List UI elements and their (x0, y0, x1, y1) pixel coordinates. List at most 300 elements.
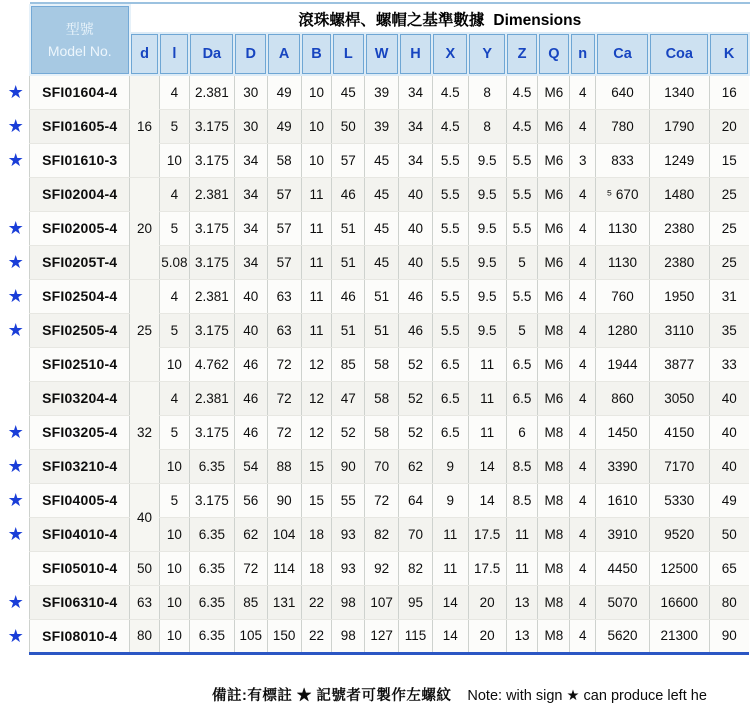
cell-Q: M8 (538, 415, 570, 449)
cell-l: 10 (159, 143, 189, 177)
cell-H: 40 (399, 177, 433, 211)
star-placeholder (2, 347, 30, 381)
cell-H: 34 (399, 109, 433, 143)
cell-n: 4 (570, 483, 596, 517)
cell-W: 51 (365, 279, 399, 313)
cell-L: 85 (332, 347, 365, 381)
cell-A: 72 (267, 381, 301, 415)
cell-Ca: 780 (596, 109, 650, 143)
cell-W: 45 (365, 143, 399, 177)
cell-X: 5.5 (432, 279, 468, 313)
cell-B: 11 (301, 177, 332, 211)
column-header-d: d (130, 33, 160, 75)
cell-Da: 3.175 (189, 415, 234, 449)
left-thread-star-icon: ★ (2, 483, 30, 517)
cell-H: 46 (399, 279, 433, 313)
cell-n: 4 (570, 109, 596, 143)
model-no: SFI03205-4 (30, 415, 130, 449)
cell-X: 4.5 (432, 75, 468, 109)
column-header-A: A (267, 33, 301, 75)
cell-D: 56 (234, 483, 267, 517)
cell-L: 55 (332, 483, 365, 517)
left-thread-star-icon: ★ (2, 313, 30, 347)
cell-Y: 14 (468, 483, 506, 517)
cell-Coa: 3110 (649, 313, 709, 347)
column-header-Y: Y (468, 33, 506, 75)
column-header-Da: Da (189, 33, 234, 75)
cell-Q: M8 (538, 449, 570, 483)
cell-Ca: 1450 (596, 415, 650, 449)
cell-l: 5 (159, 313, 189, 347)
cell-B: 10 (301, 143, 332, 177)
cell-H: 70 (399, 517, 433, 551)
cell-Y: 9.5 (468, 245, 506, 279)
cell-Coa: 1950 (649, 279, 709, 313)
cell-Da: 6.35 (189, 517, 234, 551)
cell-A: 57 (267, 245, 301, 279)
left-thread-star-icon: ★ (2, 109, 30, 143)
table-row (2, 313, 749, 347)
column-header-X: X (432, 33, 468, 75)
model-no: SFI01604-4 (30, 75, 130, 109)
cell-D: 105 (234, 619, 267, 653)
table-body (2, 75, 749, 653)
column-header-D: D (234, 33, 267, 75)
table-row (2, 245, 749, 279)
cell-Coa: 2380 (649, 211, 709, 245)
cell-Coa: 5330 (649, 483, 709, 517)
table-row (2, 211, 749, 245)
cell-A: 104 (267, 517, 301, 551)
cell-Z: 11 (506, 551, 538, 585)
table-title-zh: 滾珠螺桿、螺帽之基準數據 (298, 11, 485, 29)
cell-Ca: 640 (596, 75, 650, 109)
cell-Da: 3.175 (189, 143, 234, 177)
cell-Z: 6 (506, 415, 538, 449)
cell-l: 5 (159, 211, 189, 245)
cell-l: 4 (159, 279, 189, 313)
title-row (2, 5, 749, 33)
left-thread-star-icon: ★ (2, 585, 30, 619)
cell-l: 5 (159, 415, 189, 449)
cell-B: 22 (301, 619, 332, 653)
table-row (2, 109, 749, 143)
cell-Da: 3.175 (189, 211, 234, 245)
cell-Da: 6.35 (189, 449, 234, 483)
cell-W: 45 (365, 177, 399, 211)
cell-W: 82 (365, 517, 399, 551)
model-no: SFI02004-4 (30, 177, 130, 211)
cell-A: 57 (267, 177, 301, 211)
cell-Ca: 833 (596, 143, 650, 177)
cell-n: 4 (570, 585, 596, 619)
model-no: SFI08010-4 (30, 619, 130, 653)
cell-K: 40 (709, 449, 749, 483)
model-no: SFI02505-4 (30, 313, 130, 347)
cell-A: 49 (267, 75, 301, 109)
cell-X: 6.5 (432, 415, 468, 449)
cell-H: 62 (399, 449, 433, 483)
column-header-K: K (709, 33, 749, 75)
cell-W: 39 (365, 75, 399, 109)
cell-Da: 6.35 (189, 585, 234, 619)
cell-Coa: 9520 (649, 517, 709, 551)
cell-l: 10 (159, 347, 189, 381)
cell-Q: M6 (538, 245, 570, 279)
table-row (2, 449, 749, 483)
cell-L: 52 (332, 415, 365, 449)
cell-n: 4 (570, 415, 596, 449)
column-header-Z: Z (506, 33, 538, 75)
model-no: SFI01610-3 (30, 143, 130, 177)
cell-X: 14 (432, 619, 468, 653)
column-header-Q: Q (538, 33, 570, 75)
left-thread-star-icon: ★ (2, 143, 30, 177)
footer-note-zh: 備註:有標註 ★ 記號者可製作左螺紋 (212, 688, 452, 704)
cell-Y: 9.5 (468, 211, 506, 245)
cell-A: 114 (267, 551, 301, 585)
cell-K: 16 (709, 75, 749, 109)
cell-W: 72 (365, 483, 399, 517)
cell-X: 11 (432, 551, 468, 585)
cell-L: 93 (332, 517, 365, 551)
model-no-header-en: Model No. (47, 43, 112, 59)
cell-D: 46 (234, 347, 267, 381)
model-no: SFI04005-4 (30, 483, 130, 517)
cell-X: 5.5 (432, 143, 468, 177)
cell-Q: M6 (538, 381, 570, 415)
cell-Q: M8 (538, 619, 570, 653)
cell-Q: M6 (538, 75, 570, 109)
cell-Z: 5.5 (506, 279, 538, 313)
cell-K: 40 (709, 415, 749, 449)
cell-n: 4 (570, 347, 596, 381)
cell-Z: 13 (506, 619, 538, 653)
cell-l: 10 (159, 551, 189, 585)
cell-L: 98 (332, 585, 365, 619)
cell-W: 45 (365, 211, 399, 245)
cell-Da: 2.381 (189, 75, 234, 109)
cell-Y: 14 (468, 449, 506, 483)
cell-H: 34 (399, 75, 433, 109)
column-header-L: L (332, 33, 365, 75)
cell-L: 50 (332, 109, 365, 143)
cell-K: 90 (709, 619, 749, 653)
table-row (2, 177, 749, 211)
cell-l: 4 (159, 177, 189, 211)
column-header-n: n (570, 33, 596, 75)
cell-B: 11 (301, 245, 332, 279)
cell-d: 16 (130, 75, 160, 177)
cell-n: 4 (570, 211, 596, 245)
cell-Coa: 1249 (649, 143, 709, 177)
cell-l: 4 (159, 381, 189, 415)
cell-Ca: 3910 (596, 517, 650, 551)
column-header-W: W (365, 33, 399, 75)
cell-l: 10 (159, 585, 189, 619)
left-thread-star-icon: ★ (2, 517, 30, 551)
cell-L: 51 (332, 245, 365, 279)
cell-L: 45 (332, 75, 365, 109)
table-row (2, 551, 749, 585)
star-placeholder (2, 551, 30, 585)
cell-Z: 8.5 (506, 449, 538, 483)
cell-W: 70 (365, 449, 399, 483)
cell-Ca: 760 (596, 279, 650, 313)
column-header-Ca: Ca (596, 33, 650, 75)
cell-n: 4 (570, 177, 596, 211)
cell-B: 22 (301, 585, 332, 619)
cell-L: 51 (332, 211, 365, 245)
cell-X: 9 (432, 449, 468, 483)
model-no: SFI02005-4 (30, 211, 130, 245)
cell-D: 40 (234, 313, 267, 347)
cell-H: 52 (399, 347, 433, 381)
cell-n: 4 (570, 75, 596, 109)
cell-Da: 2.381 (189, 279, 234, 313)
model-no-header (30, 5, 130, 75)
cell-d: 40 (130, 483, 160, 551)
cell-Q: M6 (538, 347, 570, 381)
cell-B: 15 (301, 449, 332, 483)
cell-D: 85 (234, 585, 267, 619)
cell-Y: 9.5 (468, 177, 506, 211)
cell-D: 30 (234, 75, 267, 109)
cell-X: 14 (432, 585, 468, 619)
cell-Ca: 5070 (596, 585, 650, 619)
table-row (2, 483, 749, 517)
cell-K: 25 (709, 177, 749, 211)
cell-W: 39 (365, 109, 399, 143)
cell-K: 20 (709, 109, 749, 143)
cell-X: 5.5 (432, 177, 468, 211)
cell-Y: 9.5 (468, 313, 506, 347)
cell-H: 40 (399, 211, 433, 245)
cell-X: 6.5 (432, 381, 468, 415)
cell-A: 63 (267, 279, 301, 313)
column-header-Coa: Coa (649, 33, 709, 75)
cell-W: 58 (365, 347, 399, 381)
cell-B: 10 (301, 109, 332, 143)
cell-W: 45 (365, 245, 399, 279)
cell-H: 95 (399, 585, 433, 619)
cell-Q: M8 (538, 483, 570, 517)
cell-Y: 9.5 (468, 143, 506, 177)
table-row (2, 517, 749, 551)
cell-Q: M6 (538, 109, 570, 143)
cell-X: 5.5 (432, 211, 468, 245)
cell-Z: 5.5 (506, 211, 538, 245)
cell-D: 34 (234, 211, 267, 245)
cell-L: 90 (332, 449, 365, 483)
cell-Z: 4.5 (506, 109, 538, 143)
cell-H: 82 (399, 551, 433, 585)
cell-Q: M8 (538, 517, 570, 551)
cell-A: 150 (267, 619, 301, 653)
cell-Y: 17.5 (468, 551, 506, 585)
cell-l: 5.08 (159, 245, 189, 279)
model-no: SFI03204-4 (30, 381, 130, 415)
cell-Y: 11 (468, 415, 506, 449)
model-no-header-zh: 型號 (65, 20, 94, 37)
cell-Coa: 1340 (649, 75, 709, 109)
cell-D: 54 (234, 449, 267, 483)
cell-K: 40 (709, 381, 749, 415)
model-no: SFI04010-4 (30, 517, 130, 551)
model-no: SFI0205T-4 (30, 245, 130, 279)
cell-l: 5 (159, 483, 189, 517)
cell-K: 50 (709, 517, 749, 551)
cell-n: 4 (570, 279, 596, 313)
cell-Da: 3.175 (189, 109, 234, 143)
cell-H: 52 (399, 415, 433, 449)
cell-K: 31 (709, 279, 749, 313)
cell-W: 58 (365, 381, 399, 415)
cell-Ca: 5620 (596, 619, 650, 653)
cell-Y: 11 (468, 347, 506, 381)
cell-A: 131 (267, 585, 301, 619)
cell-Y: 11 (468, 381, 506, 415)
table-title-en: Dimensions (493, 11, 582, 29)
cell-Coa: 1790 (649, 109, 709, 143)
cell-Da: 3.175 (189, 483, 234, 517)
cell-D: 62 (234, 517, 267, 551)
cell-Coa: 7170 (649, 449, 709, 483)
cell-W: 127 (365, 619, 399, 653)
cell-K: 15 (709, 143, 749, 177)
cell-Q: M8 (538, 313, 570, 347)
cell-l: 5 (159, 109, 189, 143)
cell-D: 34 (234, 177, 267, 211)
cell-L: 93 (332, 551, 365, 585)
table-row (2, 143, 749, 177)
cell-d: 50 (130, 551, 160, 585)
cell-Z: 5.5 (506, 143, 538, 177)
cell-B: 10 (301, 75, 332, 109)
model-no: SFI05010-4 (30, 551, 130, 585)
cell-H: 46 (399, 313, 433, 347)
cell-D: 72 (234, 551, 267, 585)
cell-Coa: 1480 (649, 177, 709, 211)
cell-n: 3 (570, 143, 596, 177)
cell-Z: 5.5 (506, 177, 538, 211)
cell-Q: M8 (538, 551, 570, 585)
left-thread-star-icon: ★ (2, 449, 30, 483)
table-row (2, 75, 749, 109)
cell-Ca: 1280 (596, 313, 650, 347)
cell-Ca: 860 (596, 381, 650, 415)
cell-B: 11 (301, 313, 332, 347)
cell-A: 49 (267, 109, 301, 143)
cell-B: 11 (301, 211, 332, 245)
cell-Z: 8.5 (506, 483, 538, 517)
cell-B: 12 (301, 381, 332, 415)
cell-B: 18 (301, 517, 332, 551)
cell-Coa: 16600 (649, 585, 709, 619)
left-thread-star-icon: ★ (2, 75, 30, 109)
cell-X: 6.5 (432, 347, 468, 381)
dimensions-table (2, 4, 750, 655)
table-row (2, 279, 749, 313)
cell-L: 51 (332, 313, 365, 347)
cell-D: 30 (234, 109, 267, 143)
cell-W: 58 (365, 415, 399, 449)
cell-Y: 20 (468, 619, 506, 653)
model-no: SFI06310-4 (30, 585, 130, 619)
cell-Da: 6.35 (189, 619, 234, 653)
cell-n: 4 (570, 517, 596, 551)
cell-B: 12 (301, 347, 332, 381)
cell-Da: 3.175 (189, 245, 234, 279)
cell-l: 10 (159, 449, 189, 483)
cell-X: 9 (432, 483, 468, 517)
table-row (2, 347, 749, 381)
cell-L: 98 (332, 619, 365, 653)
cell-W: 107 (365, 585, 399, 619)
column-header-B: B (301, 33, 332, 75)
cell-Z: 13 (506, 585, 538, 619)
cell-A: 58 (267, 143, 301, 177)
cell-K: 80 (709, 585, 749, 619)
left-thread-star-icon: ★ (2, 415, 30, 449)
cell-Y: 8 (468, 109, 506, 143)
cell-L: 47 (332, 381, 365, 415)
cell-Da: 6.35 (189, 551, 234, 585)
cell-d: 63 (130, 585, 160, 619)
cell-Z: 5 (506, 245, 538, 279)
cell-n: 4 (570, 449, 596, 483)
left-thread-star-icon: ★ (2, 279, 30, 313)
cell-Da: 3.175 (189, 313, 234, 347)
cell-Ca: ⁵ 670 (596, 177, 650, 211)
cell-Q: M8 (538, 585, 570, 619)
cell-H: 40 (399, 245, 433, 279)
cell-H: 115 (399, 619, 433, 653)
cell-B: 15 (301, 483, 332, 517)
cell-K: 25 (709, 211, 749, 245)
cell-Z: 11 (506, 517, 538, 551)
cell-Y: 8 (468, 75, 506, 109)
cell-Coa: 3877 (649, 347, 709, 381)
cell-Q: M6 (538, 211, 570, 245)
cell-A: 72 (267, 415, 301, 449)
cell-Y: 17.5 (468, 517, 506, 551)
cell-Da: 2.381 (189, 381, 234, 415)
cell-Z: 6.5 (506, 381, 538, 415)
model-no: SFI03210-4 (30, 449, 130, 483)
star-placeholder (2, 381, 30, 415)
table-title (130, 5, 749, 33)
cell-Q: M6 (538, 177, 570, 211)
left-thread-star-icon: ★ (2, 619, 30, 653)
cell-B: 12 (301, 415, 332, 449)
model-no: SFI01605-4 (30, 109, 130, 143)
table-row (2, 585, 749, 619)
cell-Q: M6 (538, 143, 570, 177)
cell-K: 35 (709, 313, 749, 347)
cell-D: 34 (234, 245, 267, 279)
cell-B: 11 (301, 279, 332, 313)
cell-Coa: 2380 (649, 245, 709, 279)
cell-Ca: 1944 (596, 347, 650, 381)
cell-D: 34 (234, 143, 267, 177)
cell-X: 4.5 (432, 109, 468, 143)
cell-L: 46 (332, 177, 365, 211)
cell-A: 57 (267, 211, 301, 245)
cell-l: 10 (159, 517, 189, 551)
cell-D: 40 (234, 279, 267, 313)
cell-n: 4 (570, 619, 596, 653)
